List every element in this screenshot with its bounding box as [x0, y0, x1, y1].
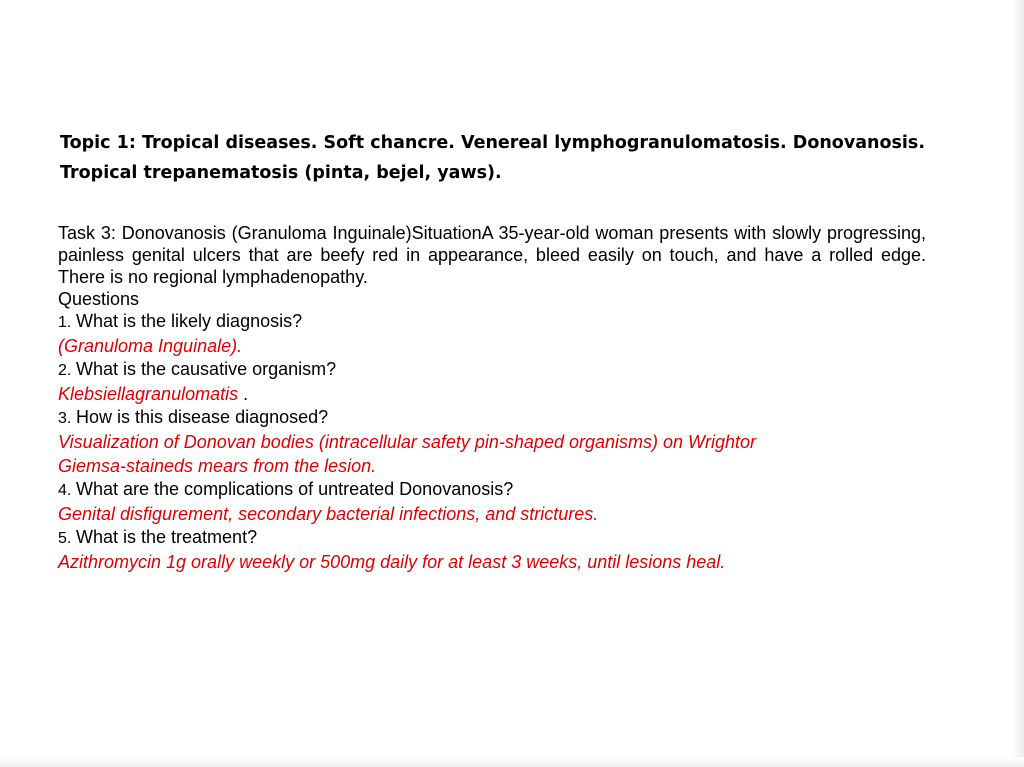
question-number: 1.: [58, 314, 72, 331]
question-text: How is this disease diagnosed?: [76, 407, 329, 427]
question: [58, 526, 926, 550]
qa-item-2: [58, 358, 926, 406]
question: [58, 310, 926, 334]
answer: [58, 382, 926, 406]
question-text: What are the complications of untreated Donovanosis?: [76, 479, 514, 499]
question: [58, 478, 926, 502]
question-text: What is the likely diagnosis?: [76, 311, 303, 331]
answer-text: Visualization of Donovan bodies (intracellular safety pin-shaped organisms) on Wrightor: [58, 432, 757, 452]
answer-text: Klebsiellagranulomatis: [58, 384, 239, 404]
question-text: What is the causative organism?: [76, 359, 337, 379]
question-number: 3.: [58, 410, 72, 427]
answer-text: (Granuloma Inguinale).: [58, 336, 243, 356]
question-text: What is the treatment?: [76, 527, 258, 547]
qa-item-5: [58, 526, 926, 574]
answer-text: Giemsa-staineds mears from the lesion.: [58, 456, 377, 476]
answer-suffix: .: [238, 384, 249, 404]
questions-heading: Questions: [58, 289, 140, 309]
answer: [58, 502, 926, 526]
question: [58, 358, 926, 382]
qa-item-4: [58, 478, 926, 526]
task-description: Task 3: Donovanosis (Granuloma Inguinale)SituationA 35-year-old woman presents with slowly progressing, painless genital ulcers that are beefy red in appearance, bleed easily on touch, and have a rolled edge. There is no regional lymphadenopathy.: [58, 223, 926, 287]
answer: [58, 430, 926, 454]
qa-item-3: [58, 406, 926, 478]
answer-text: Genital disfigurement, secondary bacterial infections, and strictures.: [58, 504, 599, 524]
task-body: [58, 222, 926, 574]
answer-continued: [58, 454, 926, 478]
question-number: 4.: [58, 482, 72, 499]
question-number: 2.: [58, 362, 72, 379]
slide-right-shadow: [1012, 0, 1024, 767]
question: [58, 406, 926, 430]
slide-bottom-shadow: [0, 757, 1024, 767]
answer: [58, 334, 926, 358]
question-number: 5.: [58, 530, 72, 547]
qa-item-1: [58, 310, 926, 358]
answer-text: Azithromycin 1g orally weekly or 500mg daily for at least 3 weeks, until lesions heal.: [58, 552, 726, 572]
answer: [58, 550, 926, 574]
topic-heading: Topic 1: Tropical diseases. Soft chancre. Venereal lymphogranulomatosis. Donovanosis. Tropical trepanematosis (pinta, bejel, yaws).: [60, 133, 925, 183]
